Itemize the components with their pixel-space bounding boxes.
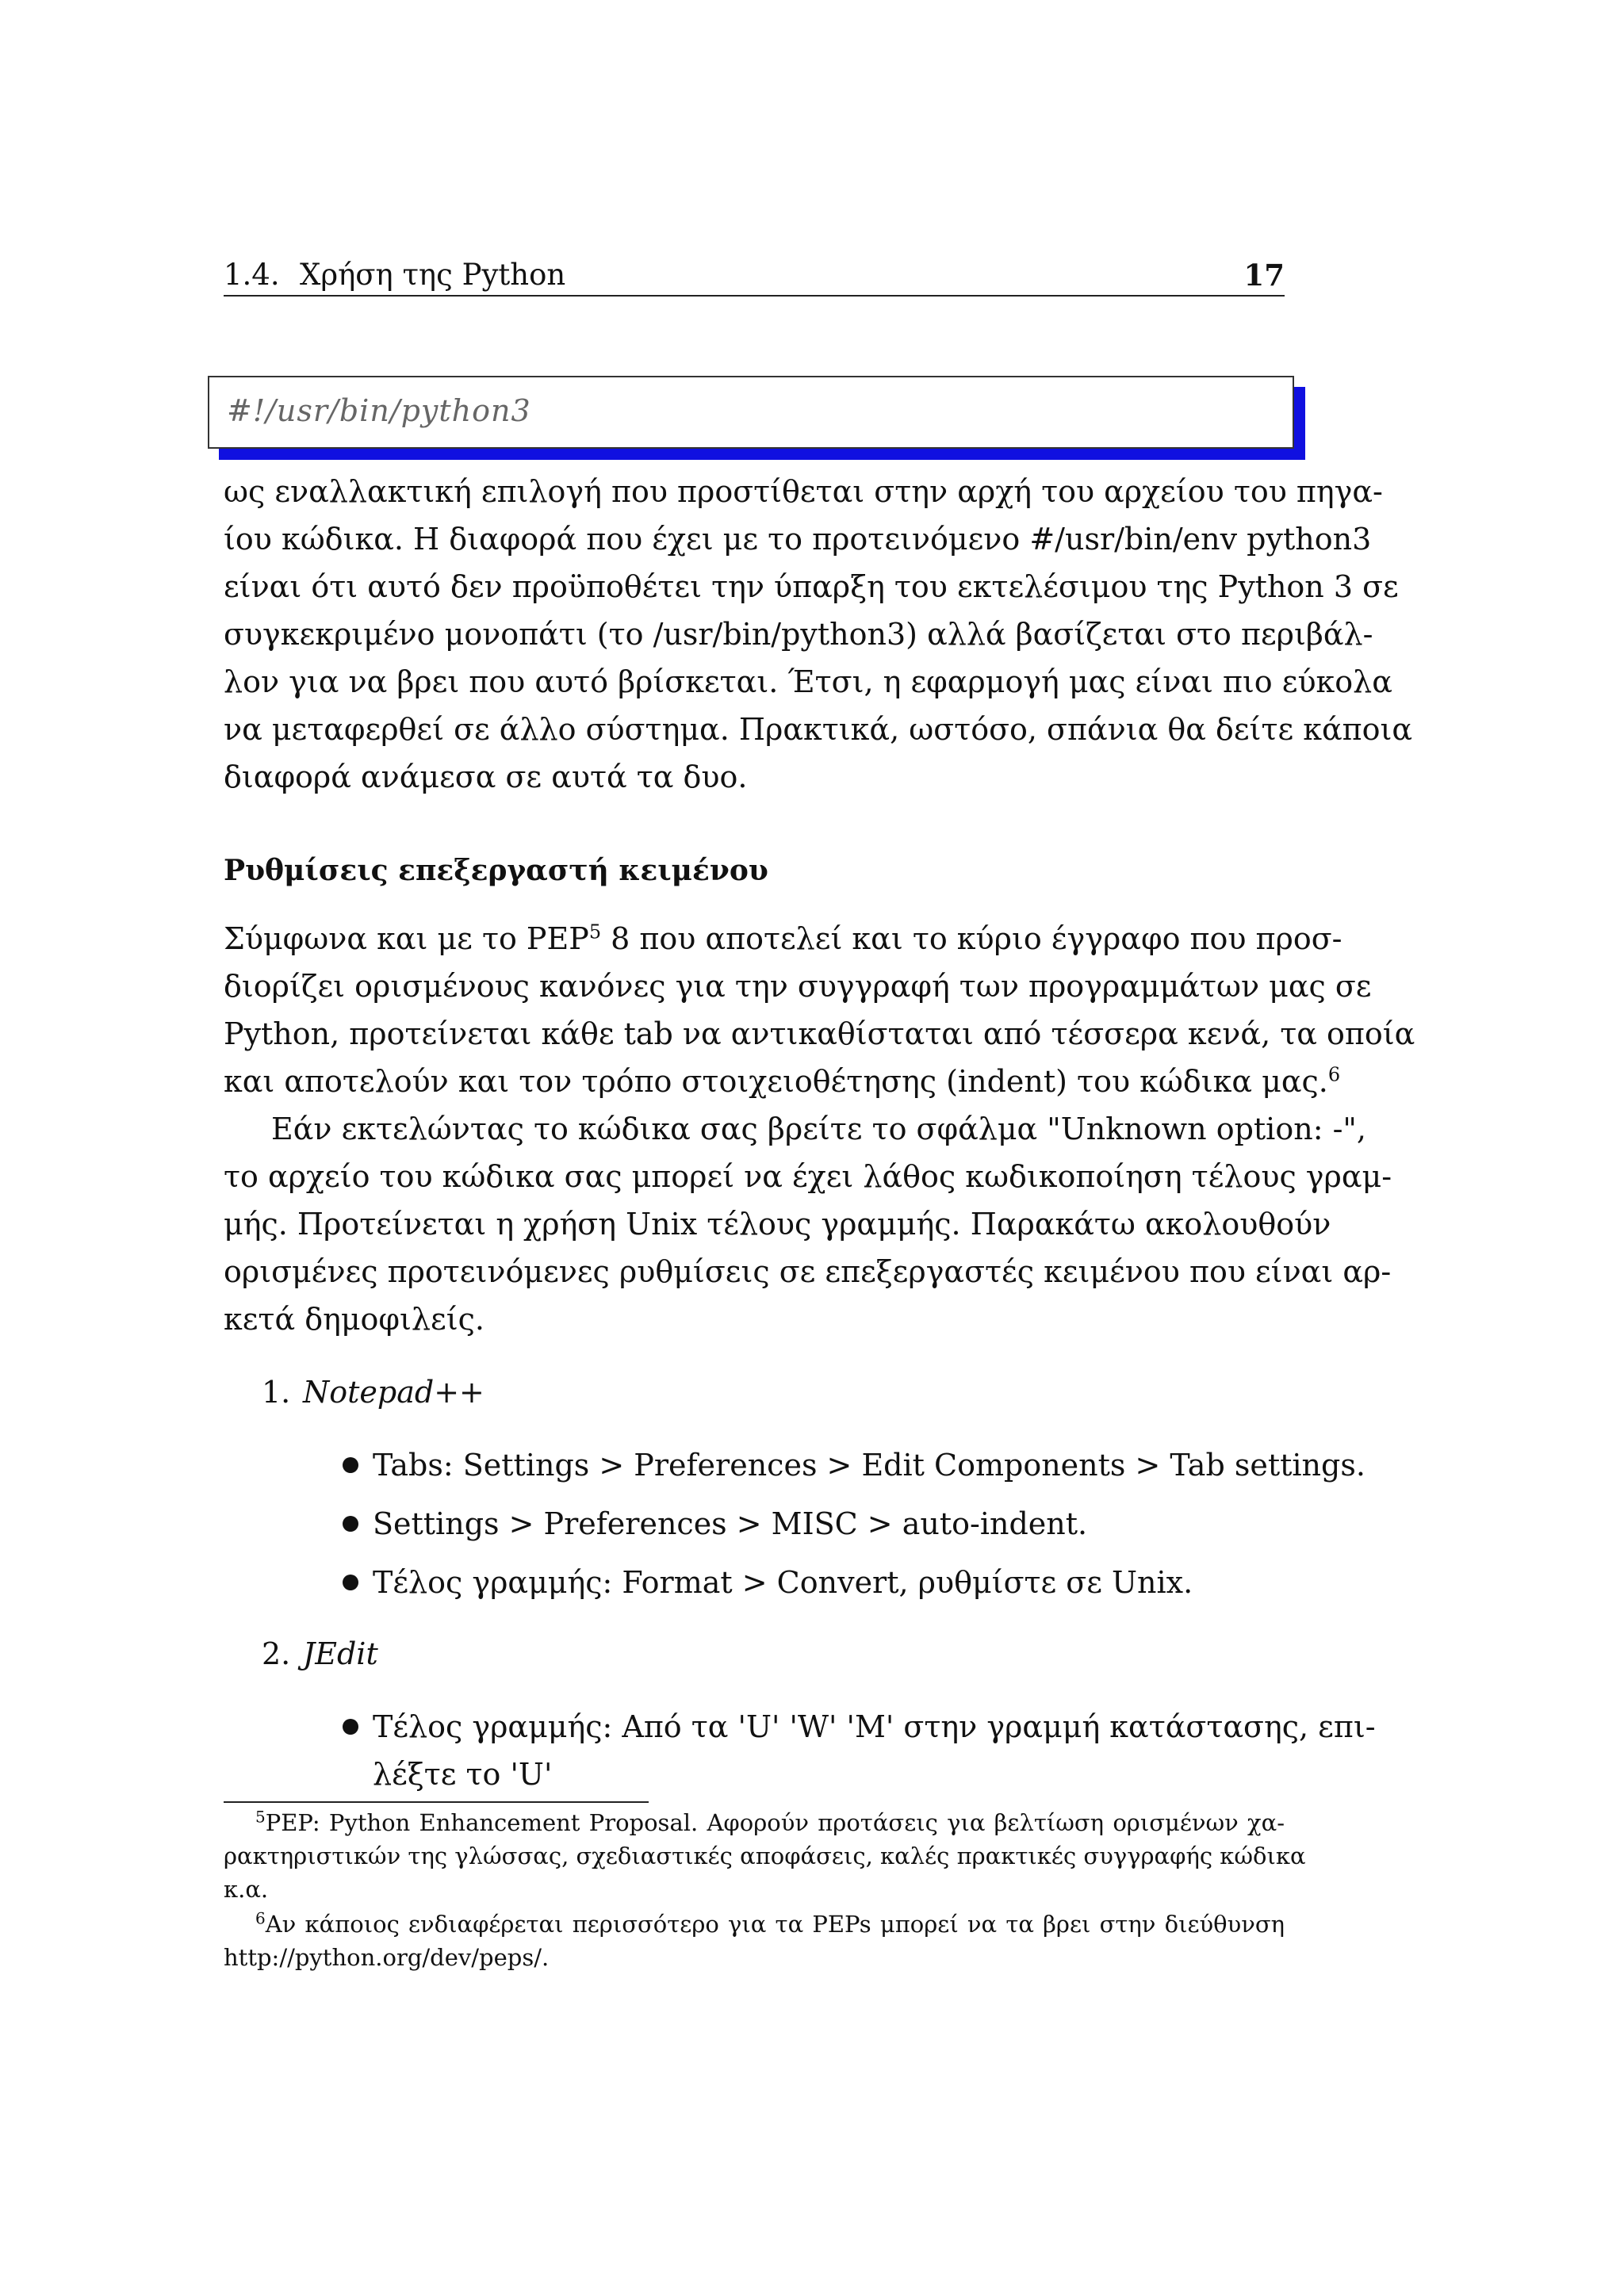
bullet-icon [343,1575,358,1590]
list-item-name: JEdit [303,1636,378,1671]
paragraph-line: κετά δημοφιλείς. [224,1302,485,1337]
list-label: 1. [262,1375,291,1410]
footnote-line: κ.α. [224,1876,269,1903]
text-span: 8 που αποτελεί και το κύριο έγγραφο που προσ- [601,921,1342,956]
text-span: Σύμφωνα και με το PEP [224,921,589,956]
section-number: 1.4. [224,258,280,292]
footnote-url[interactable]: http://python.org/dev/peps/. [224,1944,550,1971]
bullet-text: Τέλος γραμμής: Format > Convert, ρυθμίστε σε Unix. [373,1565,1193,1600]
bullet-icon [343,1457,358,1473]
paragraph-line: διορίζει ορισμένους κανόνες για την συγγραφή των προγραμμάτων μας σε [224,969,1372,1004]
footnote-ref-5[interactable]: 5 [588,920,602,943]
bullet-icon [343,1719,358,1735]
section-title: Χρήση της Python [300,258,566,292]
paragraph-line: ως εναλλακτική επιλογή που προστίθεται στην αρχή του αρχείου του πηγα- [224,474,1383,509]
paragraph-line: να μεταφερθεί σε άλλο σύστημα. Πρακτικά, ωστόσο, σπάνια θα δείτε κάποια [224,712,1413,747]
paragraph-line: συγκεκριμένο μονοπάτι (το /usr/bin/python3) αλλά βασίζεται στο περιβάλ- [224,617,1373,652]
footnote-text: Αν κάποιος ενδιαφέρεται περισσότερο για τα PEPs μπορεί να τα βρει στην διεύθυνση [265,1911,1285,1938]
bullet-text: Tabs: Settings > Preferences > Edit Components > Tab settings. [373,1448,1365,1483]
paragraph-line: είναι ότι αυτό δεν προϋποθέτει την ύπαρξη του εκτελέσιμου της Python 3 σε [224,569,1399,604]
paragraph-line: ορισμένες προτεινόμενες ρυθμίσεις σε επεξεργαστές κειμένου που είναι αρ- [224,1254,1392,1289]
footnote-text: PEP: Python Enhancement Proposal. Αφορούν προτάσεις για βελτίωση ορισμένων χα- [265,1809,1285,1836]
footnote-5 [255,1806,1285,1839]
text-span: και αποτελούν και τον τρόπο στοιχειοθέτησης (indent) του κώδικα μας. [224,1064,1328,1099]
subsection-heading: Ρυθμίσεις επεξεργαστή κειμένου [224,854,768,887]
footnote-ref-6[interactable]: 6 [1327,1063,1341,1086]
paragraph-line: Εάν εκτελώντας το κώδικα σας βρείτε το σφάλμα "Unknown option: -", [271,1112,1366,1146]
paragraph-line [224,915,1342,962]
footnote-6 [255,1908,1285,1941]
bullet-text: Τέλος γραμμής: Από τα 'U' 'W' 'M' στην γραμμή κατάστασης, επι- [373,1709,1376,1744]
bullet-text: Settings > Preferences > MISC > auto-indent. [373,1506,1088,1541]
paragraph-line [224,1058,1341,1105]
footnote-rule [224,1801,649,1803]
bullet-text: λέξτε το 'U' [373,1757,553,1792]
list-item-name: Notepad++ [303,1375,485,1410]
code-box [208,376,1294,449]
footnote-mark: 6 [255,1908,266,1928]
bullet-icon [343,1516,358,1532]
footnote-line: ρακτηριστικών της γλώσσας, σχεδιαστικές αποφάσεις, καλές πρακτικές συγγραφής κώδικα [224,1843,1306,1869]
page-number: 17 [1243,258,1285,293]
running-header [224,255,1285,297]
paragraph-line: λον για να βρει που αυτό βρίσκεται. Έτσι, η εφαρμογή μας είναι πιο εύκολα [224,664,1392,699]
paragraph-line: διαφορά ανάμεσα σε αυτά τα δυο. [224,760,748,794]
paragraph-line: το αρχείο του κώδικα σας μπορεί να έχει λάθος κωδικοποίηση τέλους γραμ- [224,1159,1392,1194]
footnote-mark: 5 [255,1807,266,1827]
shebang-code: #!/usr/bin/python3 [227,393,531,428]
list-label: 2. [262,1636,291,1671]
paragraph-line: Python, προτείνεται κάθε tab να αντικαθίσταται από τέσσερα κενά, τα οποία [224,1016,1415,1051]
paragraph-line: ίου κώδικα. Η διαφορά που έχει με το προτεινόμενο #/usr/bin/env python3 [224,522,1372,557]
paragraph-line: μής. Προτείνεται η χρήση Unix τέλους γραμμής. Παρακάτω ακολουθούν [224,1207,1331,1242]
